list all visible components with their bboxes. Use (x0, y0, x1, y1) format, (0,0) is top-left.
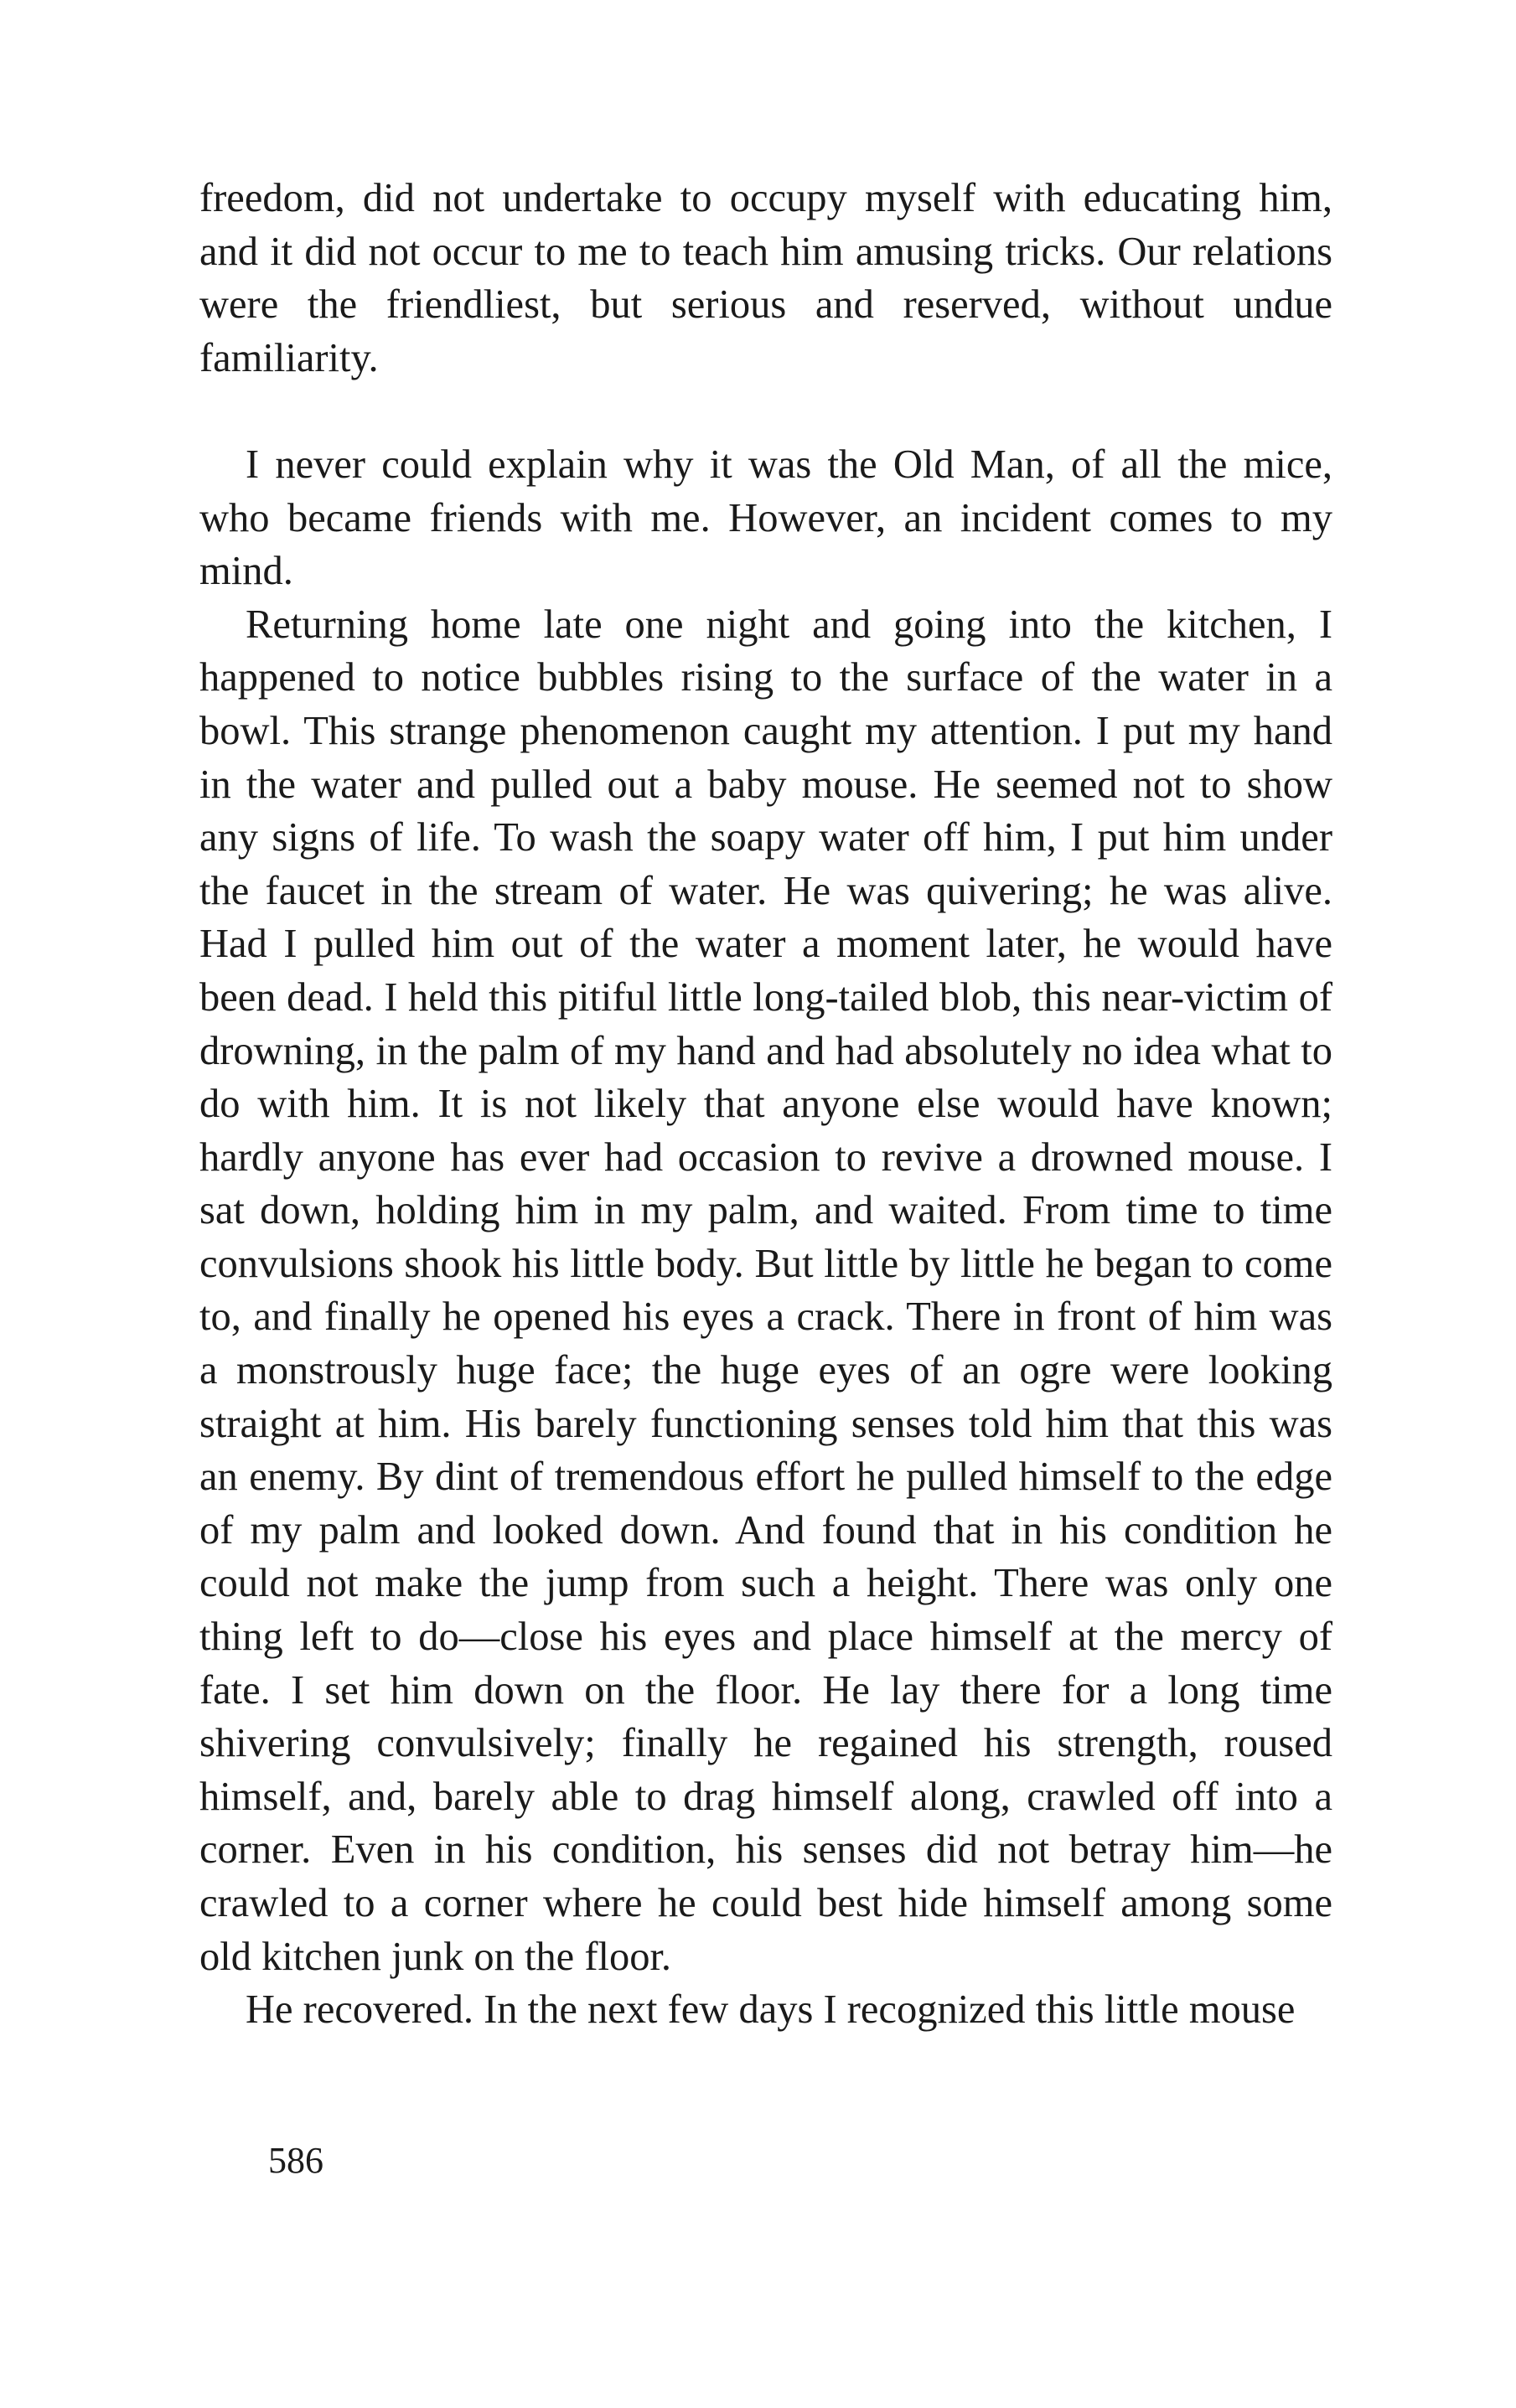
paragraph-old-man: I never could explain why it was the Old Man, of all the mice, who became friends with me. However, an incident comes to my mind. (199, 442, 1332, 594)
body-text (199, 172, 1332, 2037)
paragraph-continued: freedom, did not undertake to occupy myself with educating him, and it did not occur to me to teach him amusing tricks. Our relations were the friendliest, but serious and reserved, without undue familiarity. (199, 176, 1332, 380)
paragraph-drowned-mouse: Returning home late one night and going into the kitchen, I happened to notice bubbles rising to the surface of the water in a bowl. This strange phenomenon caught my attention. I put my hand in the water and pulled out a baby mouse. He seemed not to show any signs of life. To wash the soapy water off him, I put him under the faucet in the stream of water. He was quivering; he was alive. Had I pulled him out of the water a moment later, he would have been dead. I held this pitiful little long-tailed blob, this near-victim of drowning, in the palm of my hand and had absolutely no idea what to do with him. It is not likely that anyone else would have known; hardly anyone has ever had occasion to revive a drowned mouse. I sat down, holding him in my palm, and waited. From time to time convulsions shook his little body. But little by little he began to come to, and finally he opened his eyes a crack. There in front of him was a monstrously huge face; the huge eyes of an ogre were looking straight at him. His barely functioning senses told him that this was an enemy. By dint of tremendous effort he pulled himself to the edge of my palm and looked down. And found that in his condition he could not make the jump from such a height. There was only one thing left to do—close his eyes and place himself at the mercy of fate. I set him down on the floor. He lay there for a long time shivering convulsively; finally he regained his strength, roused himself, and, barely able to drag himself along, crawled off into a corner. Even in his condition, his senses did not betray him—he crawled to a corner where he could best hide himself among some old kitchen junk on the floor. (199, 602, 1332, 1979)
page-number: 586 (268, 2140, 323, 2181)
paragraph-recovered: He recovered. In the next few days I recognized this little mouse (246, 1987, 1296, 2033)
